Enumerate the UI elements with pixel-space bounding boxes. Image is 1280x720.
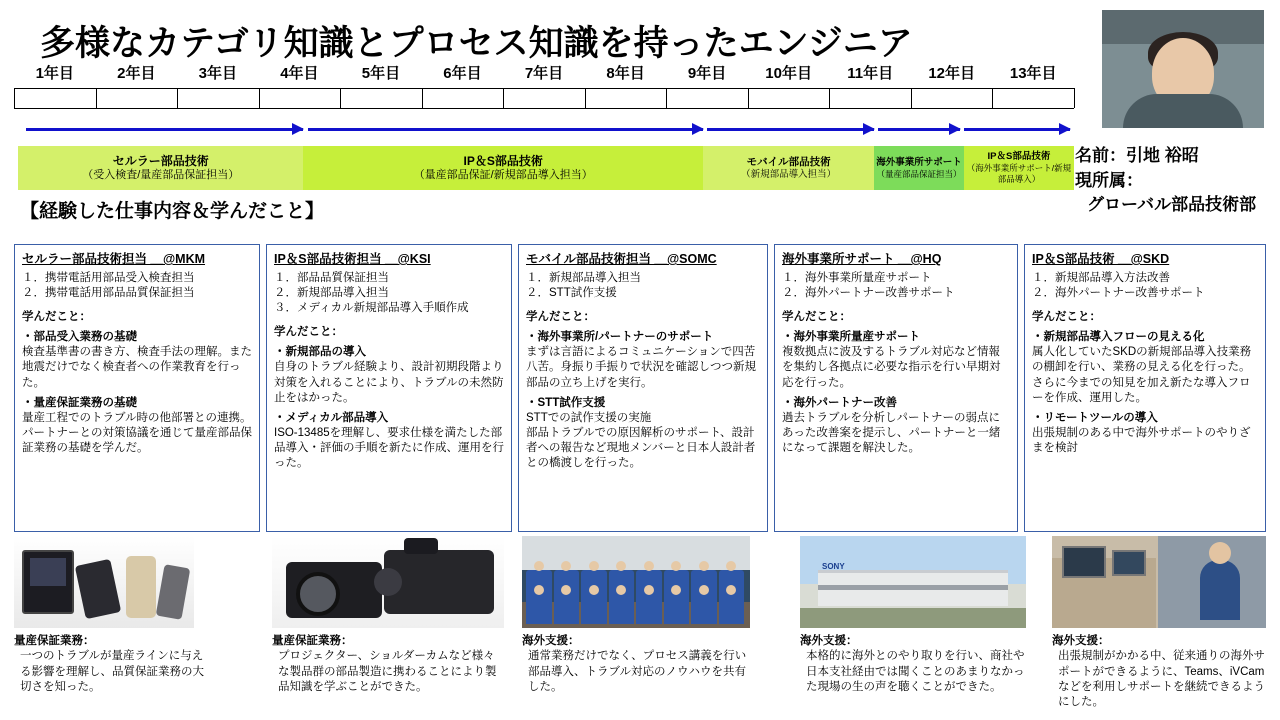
timeline-year-10: 10年目: [765, 65, 812, 82]
timeline-arrow-4: [878, 128, 960, 131]
experience-card-4: [774, 244, 1018, 532]
experience-card-item: １．新規部品導入方法改善: [1032, 271, 1170, 284]
timeline-band-3: [703, 146, 874, 190]
experience-card-text: まずは言語によるコミュニケーションで四苦八苦。身振り手振りで状況を確認しつつ新規部品の立ち上げを実行。: [526, 346, 756, 389]
profile-photo: [1102, 10, 1264, 128]
profile-name: 名前：引地 裕昭: [1075, 146, 1199, 165]
timeline-band-4: [874, 146, 964, 190]
photo-projector-camera: [272, 536, 504, 628]
photo-caption-4-title: 海外支援：: [800, 635, 858, 647]
photo-caption-4-text: 本格的に海外とのやり取りを行い、商社や日本支社経由では聞くことのあまりなかった現場の生の声を聴くことができた。: [806, 650, 1025, 693]
photo-caption-5: [1052, 634, 1274, 710]
experience-card-learned-label-2: 学んだこと：: [274, 326, 343, 339]
experience-card-item: ２．海外パートナー改善サポート: [1032, 286, 1205, 299]
photo-caption-2-text: プロジェクター、ショルダーカムなど様々な製品群の部品製造に携わることにより製品知識を学ぶことができた。: [278, 650, 497, 693]
experience-card-heading-4: 海外事業所サポート ＿@HQ: [782, 252, 942, 266]
experience-card-items-2: [274, 271, 504, 317]
experience-card-text: 複数拠点に波及するトラブル対応など情報を集約し各拠点に必要な指示を行い早期対応を行った。: [782, 346, 1001, 389]
experience-card-subheading: ・新規部品導入フローの見える化: [1032, 331, 1205, 344]
photo-caption-3-text: 通常業務だけでなく、プロセス講義を行い部品導入、トラブル対応のノウハウを共有した。: [528, 650, 747, 693]
timeline-year-5: 5年目: [361, 65, 401, 82]
photo-caption-1-text: 一つのトラブルが量産ラインに与える影響を理解し、品質保証業務の大切さを知った。: [20, 650, 204, 693]
timeline-axis-top: [14, 88, 1074, 89]
timeline-band-title-5: IP＆S部品技術: [987, 151, 1051, 163]
timeline-band-title-3: モバイル部品技術: [746, 155, 831, 168]
experience-card-subheading: ・海外事業所量産サポート: [782, 331, 920, 344]
timeline-tick-end: [1074, 88, 1075, 108]
experience-card-learned-label-1: 学んだこと：: [22, 310, 91, 323]
photo-caption-1-title: 量産保証業務：: [14, 635, 95, 647]
timeline-year-4: 4年目: [280, 65, 319, 82]
experience-card-item: １．海外事業所量産サポート: [782, 271, 932, 284]
experience-card-item: ２．海外パートナー改善サポート: [782, 286, 955, 299]
experience-card-heading-2: IP＆S部品技術担当 ＿@KSI: [274, 252, 431, 266]
photo-mobile-phones: [14, 536, 194, 628]
timeline-year-12: 12年目: [928, 65, 976, 82]
experience-card-text: 量産工程でのトラブル時の他部署との連携。パートナーとの対策協議を通じて量産部品保証業務の基礎を学んだ。: [22, 411, 252, 455]
timeline-tick-1: [14, 88, 15, 108]
timeline-year-7: 7年目: [524, 65, 564, 82]
timeline-band-sub-5: （海外事業所サポート/新規部品導入）: [966, 163, 1072, 184]
photo-strip: [14, 536, 1266, 712]
timeline-year-1: 1年目: [35, 65, 74, 82]
timeline-arrow-3: [707, 128, 874, 131]
timeline-band-sub-3: （新規部品導入担当）: [741, 168, 837, 180]
experience-card-text: 過去トラブルを分析しパートナーの弱点にあった改善案を提示し、パートナーと一緒になって課題を解決した。: [782, 411, 1001, 455]
timeline-arrow-5: [964, 128, 1070, 131]
experience-card-item: ２．新規部品導入担当: [274, 286, 389, 299]
timeline-band-title-1: セルラー部品技術: [112, 153, 209, 168]
experience-card-subheading: ・部品受入業務の基礎: [22, 331, 137, 344]
experience-card-text: 検査基準書の書き方、検査手法の理解。また地震だけでなく検査者への作業教育を行った。: [22, 346, 252, 389]
timeline-band-2: [303, 146, 703, 190]
timeline-band-sub-2: （量産部品保証/新規部品導入担当）: [413, 168, 593, 181]
experience-card-item: ２．携帯電話用部品品質保証担当: [22, 286, 195, 299]
photo-overseas-factory: SONY: [800, 536, 1026, 628]
photo-caption-3: [522, 634, 752, 695]
experience-card-heading-5: IP＆S部品技術 ＿@SKD: [1032, 252, 1170, 266]
experience-card-text: 自身のトラブル経験より、設計初期段階より対策を入れることにより、トラブルの未然防止をはかった。: [274, 361, 504, 404]
career-timeline: [14, 62, 1074, 187]
timeline-tick-10: [748, 88, 749, 108]
experience-card-subheading: ・海外事業所/パートナーのサポート: [526, 331, 714, 344]
experience-card-learned-label-4: 学んだこと：: [782, 310, 851, 323]
timeline-tick-2: [96, 88, 97, 108]
timeline-band-title-4: 海外事業所サポート: [876, 156, 962, 168]
timeline-tick-5: [340, 88, 341, 108]
experience-card-items-4: [782, 271, 1010, 301]
experience-card-5: [1024, 244, 1266, 532]
experience-card-text: STTでの試作支援の実施 部品トラブルでの原因解析のサポート、設計者への報告など現地メンバーと日本人設計者との橋渡しを行った。: [526, 411, 756, 470]
experience-card-item: １．携帯電話用部品受入検査担当: [22, 271, 195, 284]
photo-caption-5-title: 海外支援：: [1052, 635, 1110, 647]
experience-card-learned-label-5: 学んだこと：: [1032, 310, 1101, 323]
timeline-year-8: 8年目: [606, 65, 645, 82]
photo-caption-1: [14, 634, 204, 695]
experience-card-subheading: ・STT試作支援: [526, 396, 606, 409]
experience-card-subheading: ・リモートツールの導入: [1032, 411, 1158, 424]
section-heading: 【経験した仕事内容＆学んだこと】: [20, 201, 325, 222]
timeline-arrow-2: [308, 128, 703, 131]
experience-card-item: １．新規部品導入担当: [526, 271, 641, 284]
experience-card-heading-1: セルラー部品技術担当 ＿@MKM: [22, 252, 206, 266]
timeline-tick-11: [829, 88, 830, 108]
experience-card-items-5: [1032, 271, 1258, 301]
experience-card-item: １．部品品質保証担当: [274, 271, 389, 284]
experience-card-item: ３．メディカル新規部品導入手順作成: [274, 301, 469, 314]
experience-card-1: [14, 244, 260, 532]
timeline-band-sub-4: （量産部品保証担当）: [876, 168, 962, 179]
photo-caption-2-title: 量産保証業務：: [272, 635, 353, 647]
timeline-arrows: [14, 118, 1074, 146]
profile-info: [1075, 144, 1275, 218]
experience-card-2: [266, 244, 512, 532]
timeline-band-1: [18, 146, 303, 190]
timeline-bands: [14, 146, 1074, 190]
experience-card-items-1: [22, 271, 252, 301]
experience-card-subheading: ・メディカル部品導入: [274, 411, 389, 424]
experience-card-text: 属人化していたSKDの新規部品導入技業務の棚卸を行い、業務の見える化を行った。 さらに今までの知見を加え新たな導入フローを作成、運用した。: [1032, 346, 1252, 404]
experience-card-subheading: ・新規部品の導入: [274, 346, 366, 359]
timeline-tick-12: [911, 88, 912, 108]
timeline-year-11: 11年目: [847, 65, 894, 82]
photo-caption-4: [800, 634, 1030, 695]
photo-group-training: [522, 536, 750, 628]
timeline-year-labels: [14, 62, 1074, 84]
experience-card-text: 出張規制のある中で海外サポートのやりざまを検討: [1032, 427, 1251, 455]
experience-cards: [14, 244, 1266, 532]
timeline-band-5: [964, 146, 1074, 190]
timeline-year-3: 3年目: [198, 65, 238, 82]
timeline-year-13: 13年目: [1009, 65, 1057, 82]
experience-card-item: ２．STT試作支援: [526, 286, 617, 299]
photo-caption-3-title: 海外支援：: [522, 635, 580, 647]
experience-card-learned-label-3: 学んだこと：: [526, 310, 595, 323]
page-title: 多様なカテゴリ知識とプロセス知識を持ったエンジニア: [40, 24, 913, 63]
timeline-axis-bottom: [14, 108, 1074, 109]
timeline-year-6: 6年目: [443, 65, 482, 82]
experience-card-heading-3: モバイル部品技術担当 ＿@SOMC: [526, 252, 717, 266]
photo-caption-5-text: 出張規制がかかる中、従来通りの海外サポートができるように、Teams、iVCamなどを利用しサポートを継続できるようにした。: [1058, 650, 1265, 709]
experience-card-subheading: ・海外パートナー改善: [782, 396, 897, 409]
timeline-year-2: 2年目: [117, 65, 156, 82]
photo-remote-work: [1052, 536, 1266, 628]
timeline-tick-9: [666, 88, 667, 108]
timeline-tick-13: [992, 88, 993, 108]
experience-card-subheading: ・量産保証業務の基礎: [22, 396, 137, 409]
timeline-tick-7: [503, 88, 504, 108]
experience-card-text: ISO-13485を理解し、要求仕様を満たした部品導入・評価の手順を新たに作成、運用を行った。: [274, 427, 504, 470]
profile-affiliation-value: グローバル部品技術部: [1087, 195, 1257, 215]
experience-card-items-3: [526, 271, 760, 301]
timeline-tick-4: [259, 88, 260, 108]
profile-affiliation-label: 現所属：: [1075, 170, 1143, 190]
experience-card-3: [518, 244, 768, 532]
timeline-band-sub-1: （受入検査/量産部品保証担当）: [82, 168, 240, 181]
timeline-year-9: 9年目: [687, 65, 727, 82]
photo-caption-2: [272, 634, 502, 695]
timeline-tick-8: [585, 88, 586, 108]
timeline-arrow-1: [26, 128, 303, 131]
timeline-tick-3: [177, 88, 178, 108]
timeline-tick-6: [422, 88, 423, 108]
timeline-band-title-2: IP＆S部品技術: [463, 153, 543, 168]
